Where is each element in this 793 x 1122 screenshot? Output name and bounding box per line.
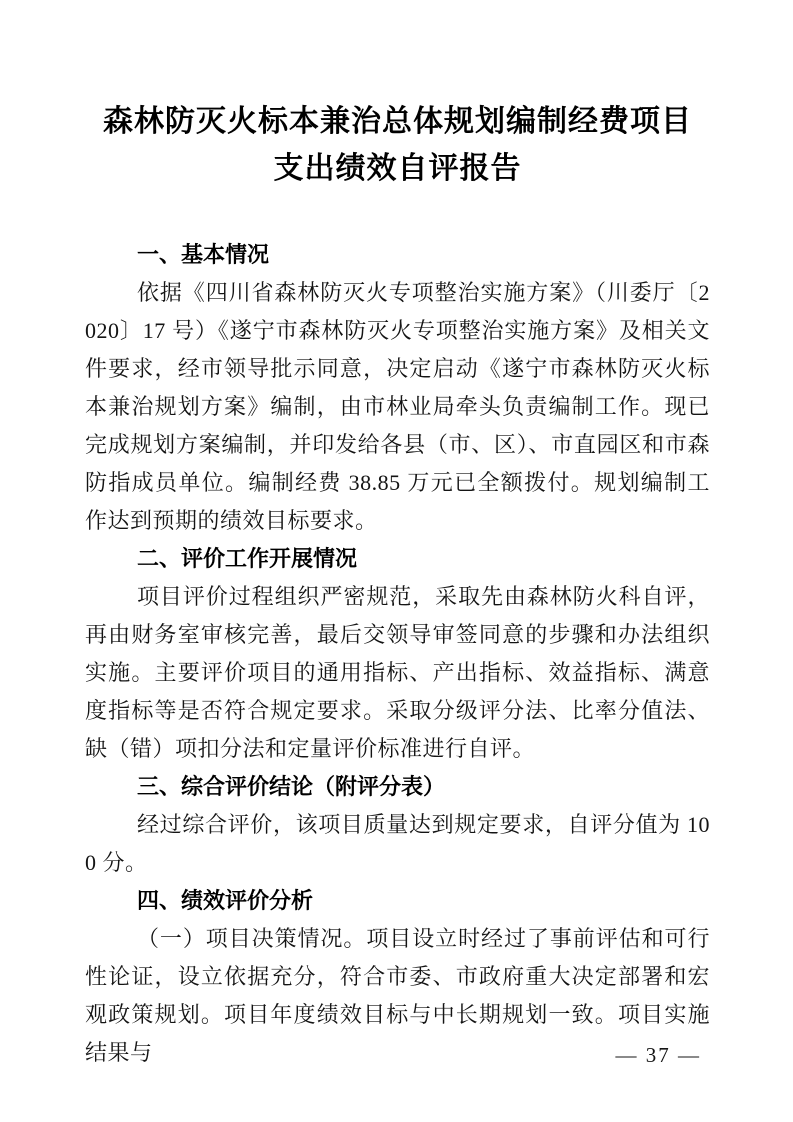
section-heading-evaluation-work: 二、评价工作开展情况: [137, 546, 358, 571]
section-heading-basic-info: 一、基本情况: [137, 242, 270, 267]
section-heading-performance-analysis: 四、绩效评价分析: [137, 888, 314, 913]
document-title: [85, 98, 710, 192]
page-number: — 37 —: [615, 1043, 701, 1067]
document-title-line-2: 支出绩效自评报告: [273, 152, 522, 185]
section-heading-overall-conclusion: 三、综合评价结论（附评分表）: [137, 774, 446, 799]
paragraph-overall-conclusion: 经过综合评价，该项目质量达到规定要求，自评分值为 100 分。: [85, 812, 710, 875]
paragraph-basic-info: 依据《四川省森林防灭火专项整治实施方案》（川委厅〔2020〕17 号）《遂宁市森林防灭火专项整治实施方案》及相关文件要求，经市领导批示同意，决定启动《遂宁市森林防灭火标本兼治规划方案》编制，由市林业局牵头负责编制工作。现已完成规划方案编制，并印发给各县（市、区）、市直园区和市森防指成员单位。编制经费 38.85 万元已全额拨付。规划编制工作达到预期的绩效目标要求。: [85, 280, 710, 533]
paragraph-performance-analysis: （一）项目决策情况。项目设立时经过了事前评估和可行性论证，设立依据充分，符合市委、市政府重大决定部署和宏观政策规划。项目年度绩效目标与中长期规划一致。项目实施结果与: [85, 926, 710, 1065]
document-title-line-1: 森林防灭火标本兼治总体规划编制经费项目: [103, 105, 692, 138]
paragraph-evaluation-work: 项目评价过程组织严密规范，采取先由森林防火科自评，再由财务室审核完善，最后交领导审签同意的步骤和办法组织实施。主要评价项目的通用指标、产出指标、效益指标、满意度指标等是否符合规定要求。采取分级评分法、比率分值法、缺（错）项扣分法和定量评价标准进行自评。: [85, 584, 710, 761]
document-content: [85, 98, 710, 1072]
